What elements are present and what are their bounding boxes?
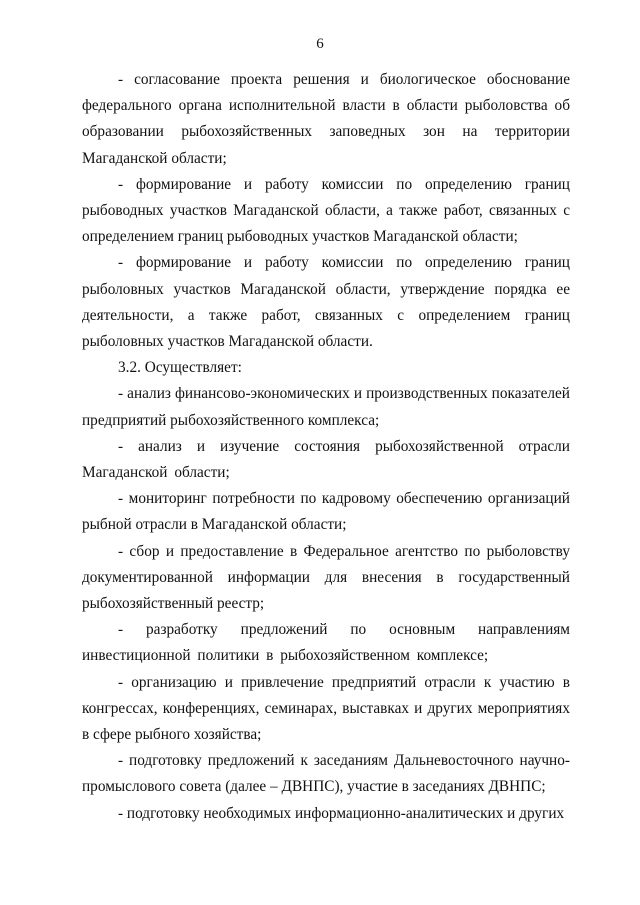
paragraph-registry-information: - сбор и предоставление в Федеральное агентство по рыболовству документированной информации для внесения в государственный рыбохозяйственный реестр; bbox=[82, 542, 570, 613]
paragraph-fishery-zones: - согласование проекта решения и биологическое обоснование федерального органа исполнительной власти в области рыболовства об образовании рыбохозяйственных заповедных зон на территории Магаданской области; bbox=[82, 71, 570, 167]
paragraph-industry-analysis: - анализ и изучение состояния рыбохозяйственной отрасли Магаданской области; bbox=[82, 437, 570, 482]
paragraph-events-participation: - организацию и привлечение предприятий отрасли к участию в конгрессах, конференциях, семинарах, выставках и других мероприятиях в сфере рыбного хозяйства; bbox=[82, 673, 570, 744]
section-heading-3-2: 3.2. Осуществляет: bbox=[118, 359, 242, 377]
paragraph-staffing-monitoring: - мониторинг потребности по кадровому обеспечению организаций рыбной отрасли в Магаданской области; bbox=[82, 490, 570, 534]
paragraph-fishing-areas-commission: - формирование и работу комиссии по определению границ рыболовных участков Магаданской области, утверждение порядка ее деятельности, а также работ, связанных с определением границ рыболовных участков Магаданской области. bbox=[82, 254, 570, 351]
paragraph-financial-analysis: - анализ финансово-экономических и производственных показателей предприятий рыбохозяйственного комплекса; bbox=[82, 385, 570, 429]
paragraph-dvnps-proposals: - подготовку предложений к заседаниям Дальневосточного научно-промыслового совета (далее – ДВНПС), участие в заседаниях ДВНПС; bbox=[82, 752, 570, 796]
paragraph-investment-policy: - разработку предложений по основным направлениям инвестиционной политики в рыбохозяйственном комплексе; bbox=[82, 621, 570, 665]
document-body bbox=[82, 67, 570, 827]
paragraph-analytical-materials: - подготовку необходимых информационно-аналитических и других bbox=[118, 804, 565, 822]
page-number: 6 bbox=[316, 36, 324, 52]
paragraph-fish-farming-areas-commission: - формирование и работу комиссии по определению границ рыбоводных участков Магаданской области, а также работ, связанных с определением границ рыбоводных участков Магаданской области; bbox=[82, 175, 570, 246]
